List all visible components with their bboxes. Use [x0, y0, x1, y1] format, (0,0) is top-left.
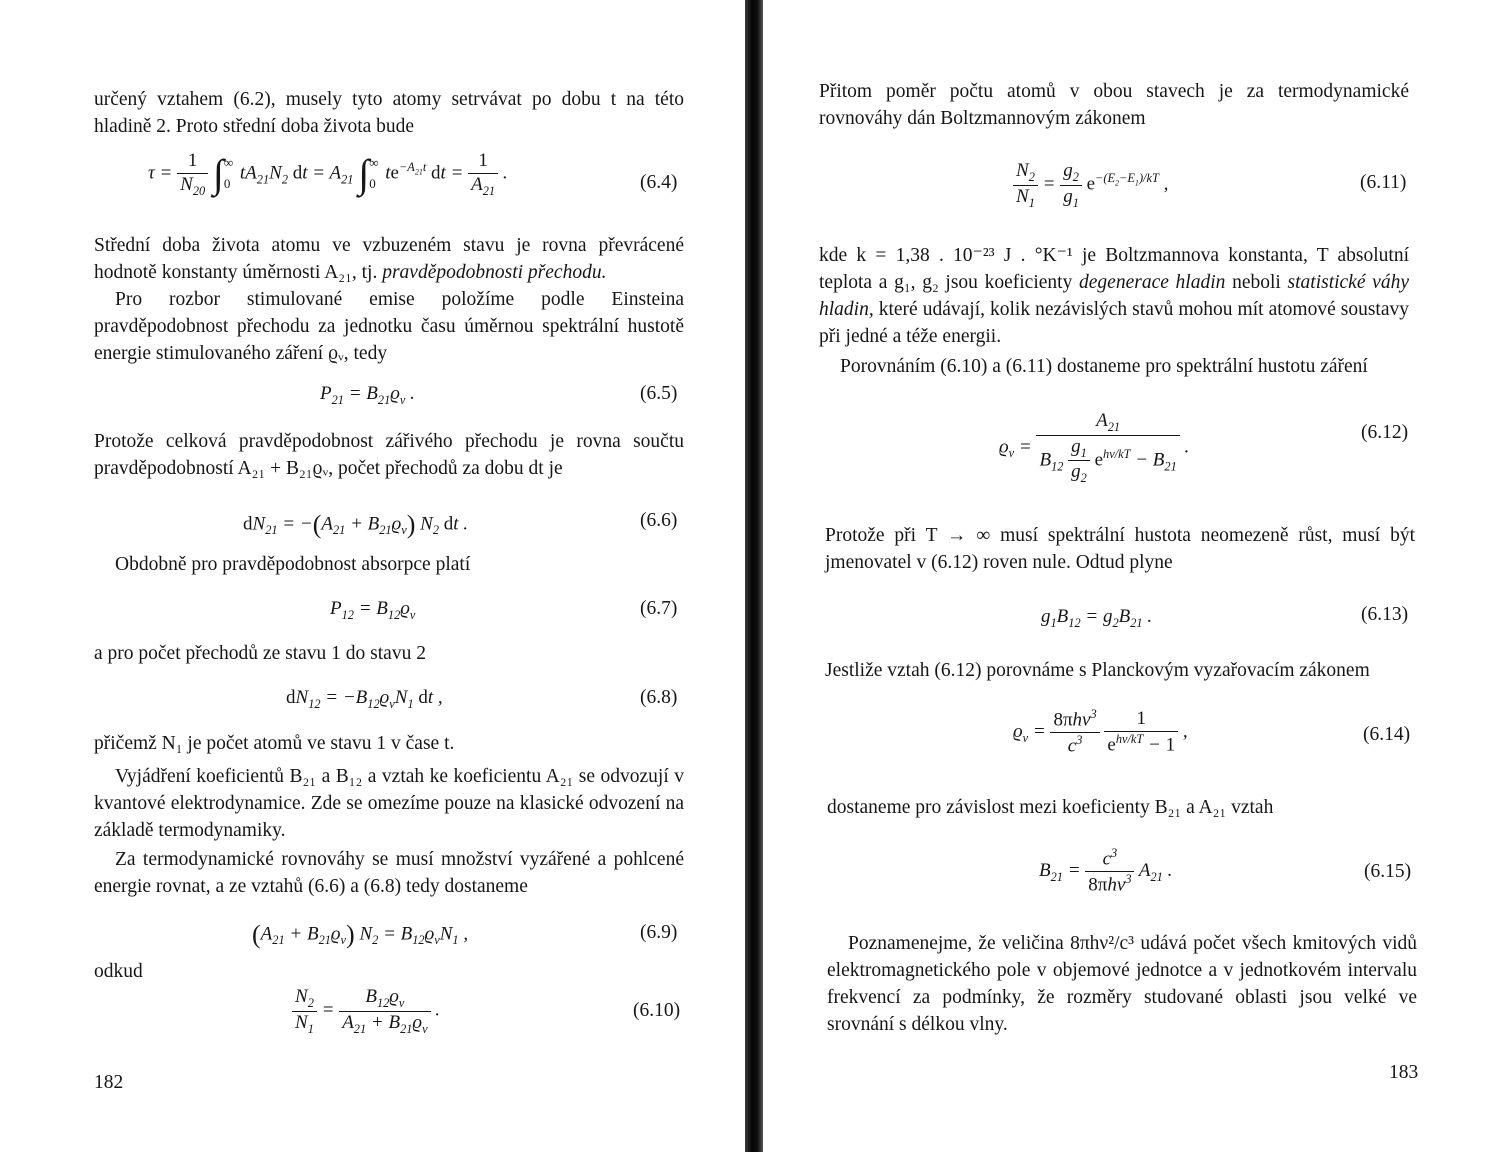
- equation-6-5: $P_{21} = B_{21}ϱ_\nu$ .: [320, 383, 415, 407]
- left-paragraph-1: určený vztahem (6.2), musely tyto atomy setrvávat po dobu t na této hladině 2. Proto střední doba života bude: [94, 89, 684, 137]
- equation-6-13: $g_1B_{12} = g_2B_{21}$ .: [1041, 606, 1153, 630]
- equation-6-4: τ = $\frac{1}{N_{20}}$ ∫ ∞ 0 $tA_{21}N_2$ dt = $A_{21}$ ∫ ∞ 0 $te^{-A_{21}t}$ dt = $\frac{1}{A_{21}}$ .: [148, 150, 508, 198]
- equation-6-8: $dN_{12} = -B_{12}ϱ_\nu N_1$ dt ,: [286, 687, 443, 711]
- equation-6-12: $ϱ_\nu$ = $A_{21}$ $B_{12}$ $\frac{g_1}{g_2}$ $e^{h\nu/kT} - B_{21}$ .: [999, 410, 1190, 486]
- left-paragraph-2-text: Střední doba života atomu ve vzbuzeném stavu je rovna převrácené hodnotě konstanty úměrnosti A₂₁, tj.: [94, 235, 684, 283]
- right-paragraph-2: [819, 242, 1409, 350]
- equation-number: (6.6): [640, 510, 678, 531]
- right-paragraph-6: dostaneme pro závislost mezi koeficienty B₂₁ a A₂₁ vztah: [827, 797, 1274, 818]
- right-page: [763, 0, 1506, 1152]
- equation-number: (6.7): [640, 598, 678, 619]
- left-paragraph-9: Za termodynamické rovnováhy se musí množství vyzářené a pohlcené energie rovnat, a ze vztahů (6.6) a (6.8) tedy dostaneme: [94, 849, 684, 897]
- left-paragraph-3: Pro rozbor stimulované emise položíme podle Einsteina pravděpodobnost přechodu za jednotku času úměrnou spektrální hustotě energie stimulovaného záření ϱᵥ, tedy: [94, 289, 684, 364]
- left-paragraph-5: Obdobně pro pravděpodobnost absorpce platí: [115, 554, 471, 575]
- equation-6-11: $\frac{N_2}{N_1}$ = $\frac{g_2}{g_1}$ $e^{-(E_2-E_1)/kT}$ ,: [1013, 160, 1168, 210]
- equation-6-14: $ϱ_\nu$ = $\frac{8\pi h\nu^3}{c^3}$ $\frac{1}{e^{h\nu/kT} - 1}$ ,: [1013, 707, 1188, 757]
- book-gutter: [745, 0, 763, 1152]
- right-paragraph-5: Jestliže vztah (6.12) porovnáme s Planckovým vyzařovacím zákonem: [825, 660, 1370, 681]
- equation-number: (6.11): [1360, 172, 1407, 193]
- left-paragraph-8: Vyjádření koeficientů B₂₁ a B₁₂ a vztah ke koeficientu A₂₁ se odvozují v kvantové elektrodynamice. Zde se omezíme pouze na klasické odvození na základě termodynamiky.: [94, 766, 684, 841]
- right-paragraph-2-text-3: které udávají, kolik nezávislých stavů mohou mít atomové soustavy při jedné a téže energii.: [819, 299, 1409, 347]
- left-paragraph-6: a pro počet přechodů ze stavu 1 do stavu 2: [94, 643, 426, 664]
- equation-number: (6.15): [1364, 861, 1412, 882]
- left-page: [0, 0, 745, 1152]
- equation-number: (6.13): [1361, 604, 1409, 625]
- equation-6-9: $(A_{21} + B_{21}ϱ_\nu) N_2 = B_{12}ϱ_\nu N_1$ ,: [252, 920, 469, 949]
- equation-number: (6.14): [1363, 724, 1411, 745]
- equation-number: (6.10): [633, 1000, 681, 1021]
- right-paragraph-1: Přitom poměr počtu atomů v obou stavech je za termodynamické rovnováhy dán Boltzmannovým zákonem: [819, 81, 1409, 129]
- left-paragraph-7: přičemž N₁ je počet atomů ve stavu 1 v čase t.: [94, 733, 455, 754]
- left-paragraph-2-emphasis: pravděpodobnosti přechodu.: [382, 262, 607, 283]
- page-number: 182: [94, 1072, 124, 1093]
- equation-number: (6.9): [640, 922, 678, 943]
- left-paragraph-4: Protože celková pravděpodobnost zářivého přechodu je rovna součtu pravděpodobností A₂₁ + B₂₁ϱᵥ, počet přechodů za dobu dt je: [94, 431, 684, 479]
- right-paragraph-4: Protože při T → ∞ musí spektrální hustota neomezeně růst, musí být jmenovatel v (6.12) roven nule. Odtud plyne: [825, 525, 1415, 573]
- equation-6-15: $B_{21}$ = $\frac{c^3}{8\pi h\nu^3}$ $A_{21}$ .: [1039, 846, 1173, 896]
- equation-number: (6.12): [1361, 422, 1409, 443]
- equation-6-6: $dN_{21} = -(A_{21} + B_{21}ϱ_\nu)$ $N_2$ dt .: [243, 510, 469, 539]
- left-paragraph-10: odkud: [94, 961, 143, 982]
- page-number: 183: [1389, 1062, 1419, 1083]
- left-paragraph-2: [94, 232, 684, 286]
- right-paragraph-2-emphasis-1: degenerace hladin: [1079, 272, 1226, 293]
- right-paragraph-2-emphasis-2: statistické váhy hladin,: [819, 272, 1409, 320]
- right-paragraph-3: Porovnáním (6.10) a (6.11) dostaneme pro spektrální hustotu záření: [840, 356, 1368, 377]
- equation-number: (6.5): [640, 383, 678, 404]
- right-paragraph-7: Poznamenejme, že veličina 8πhν²/c³ udává počet všech kmitových vidů elektromagnetického pole v objemové jednotce a v jednotkovém intervalu frekvencí za podmínky, že rozměry studované oblasti jsou velké ve srovnání s délkou vlny.: [827, 933, 1417, 1035]
- equation-6-10: $\frac{N_2}{N_1}$ = $\frac{B_{12}ϱ_\nu}{A_{21} + B_{21}ϱ_\nu}$ .: [292, 986, 440, 1036]
- right-paragraph-2-text-1: kde k = 1,38 . 10⁻²³ J . °K⁻¹ je Boltzmannova konstanta, T absolutní teplota a g₁, g₂ jsou koeficienty: [819, 245, 1409, 293]
- equation-6-7: $P_{12} = B_{12}ϱ_\nu$: [330, 598, 416, 622]
- equation-number: (6.4): [640, 172, 678, 193]
- right-paragraph-2-text-2: neboli: [1225, 272, 1288, 293]
- equation-number: (6.8): [640, 687, 678, 708]
